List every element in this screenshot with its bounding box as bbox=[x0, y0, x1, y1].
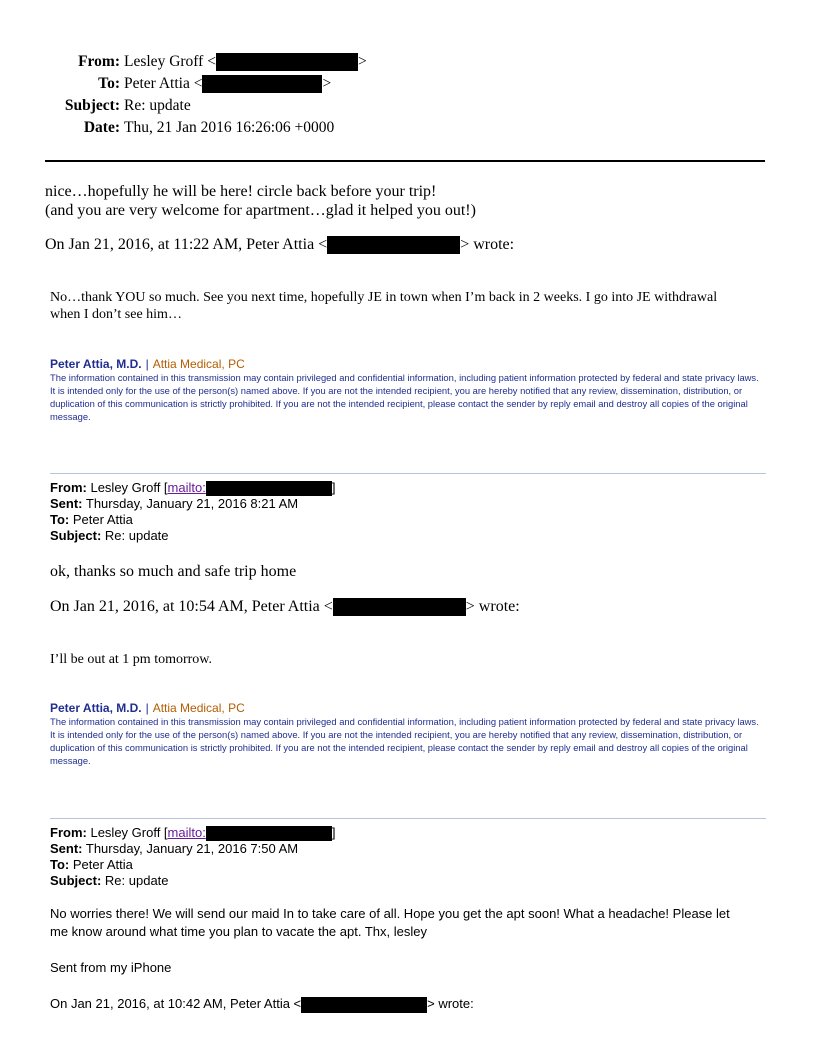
signature-name: Peter Attia, M.D. bbox=[50, 701, 142, 715]
quote-intro-pre: On Jan 21, 2016, at 10:54 AM, Peter Attia < bbox=[50, 598, 333, 615]
fwd-sent-value: Thursday, January 21, 2016 8:21 AM bbox=[85, 496, 299, 511]
confidentiality-disclaimer: The information contained in this transmission may contain privileged and confidential information, including patient information protected by federal and state privacy laws. It is intended only for the use of the person(s) named above. If you are not the intended recipient, you are hereby notified that any review, dissemination, distribution, or duplication of this communication is strictly prohibited. If you are not the intended recipient, please contact the sender by reply email and destroy all copies of the original message. bbox=[50, 716, 759, 766]
date-label: Date: bbox=[83, 119, 120, 136]
fwd-from-close: ] bbox=[331, 480, 336, 495]
message-line: (and you are very welcome for apartment…glad it helped you out!) bbox=[45, 202, 476, 219]
fwd-from-close: ] bbox=[331, 825, 336, 840]
redacted-email bbox=[206, 826, 332, 841]
from-value: Lesley Groff < bbox=[124, 53, 216, 70]
signature-separator: | bbox=[145, 357, 149, 371]
fwd-to bbox=[50, 857, 133, 873]
sent-from-signature: Sent from my iPhone bbox=[50, 960, 172, 975]
quote-intro-post: > wrote: bbox=[460, 236, 515, 253]
quote-intro-post: > wrote: bbox=[427, 996, 474, 1011]
header-subject bbox=[40, 97, 191, 115]
fwd-sent-label: Sent: bbox=[50, 496, 83, 511]
to-close: > bbox=[322, 75, 332, 92]
fwd-subject-label: Subject: bbox=[50, 528, 102, 543]
fwd-from-label: From: bbox=[50, 825, 87, 840]
redacted-email bbox=[216, 53, 358, 71]
quoted-line: No…thank YOU so much. See you next time, hopefully JE in town when I’m back in 2 weeks. I go into JE withdrawal bbox=[50, 290, 718, 305]
fwd-subject-value: Re: update bbox=[104, 873, 169, 888]
mailto-link[interactable]: mailto: bbox=[167, 480, 206, 495]
fwd-subject-label: Subject: bbox=[50, 873, 102, 888]
quoted-line: when I don’t see him… bbox=[50, 307, 182, 322]
to-label: To: bbox=[98, 75, 120, 92]
signature-separator: | bbox=[145, 701, 149, 715]
fwd-subject bbox=[50, 873, 169, 889]
fwd-from-value: Lesley Groff [ bbox=[90, 825, 168, 840]
fwd-subject bbox=[50, 528, 169, 544]
header-from bbox=[40, 53, 367, 71]
fwd-from bbox=[50, 480, 335, 496]
fwd-from bbox=[50, 825, 335, 841]
to-value: Peter Attia < bbox=[124, 75, 203, 92]
fwd-sent-value: Thursday, January 21, 2016 7:50 AM bbox=[85, 841, 299, 856]
message-line: nice…hopefully he will be here! circle back before your trip! bbox=[45, 183, 437, 200]
redacted-email bbox=[206, 481, 332, 496]
from-label: From: bbox=[78, 53, 120, 70]
fwd-to-value: Peter Attia bbox=[72, 857, 133, 872]
message-line: No worries there! We will send our maid In to take care of all. Hope you get the apt soon! What a headache! Please let bbox=[50, 906, 730, 921]
header-to bbox=[40, 75, 331, 93]
date-value: Thu, 21 Jan 2016 16:26:06 +0000 bbox=[124, 119, 335, 136]
fwd-sent bbox=[50, 841, 298, 857]
quote-intro-pre: On Jan 21, 2016, at 11:22 AM, Peter Attia < bbox=[45, 236, 328, 253]
redacted-email bbox=[301, 997, 427, 1013]
redacted-email bbox=[333, 598, 466, 616]
quote-intro bbox=[50, 994, 474, 1014]
redacted-email bbox=[327, 236, 460, 254]
redacted-email bbox=[202, 75, 322, 93]
fwd-to-label: To: bbox=[50, 512, 70, 527]
fwd-from-value: Lesley Groff [ bbox=[90, 480, 168, 495]
quoted-line: I’ll be out at 1 pm tomorrow. bbox=[50, 652, 213, 667]
confidentiality-disclaimer: The information contained in this transmission may contain privileged and confidential information, including patient information protected by federal and state privacy laws. It is intended only for the use of the person(s) named above. If you are not the intended recipient, you are hereby notified that any review, dissemination, distribution, or duplication of this communication is strictly prohibited. If you are not the intended recipient, please contact the sender by reply email and destroy all copies of the original message. bbox=[50, 372, 759, 422]
message-line: ok, thanks so much and safe trip home bbox=[50, 563, 297, 580]
fwd-to-label: To: bbox=[50, 857, 70, 872]
fwd-subject-value: Re: update bbox=[104, 528, 169, 543]
fwd-sent bbox=[50, 496, 298, 512]
fwd-to bbox=[50, 512, 133, 528]
from-close: > bbox=[357, 53, 367, 70]
signature-org: Attia Medical, PC bbox=[152, 357, 245, 371]
quote-intro bbox=[45, 235, 514, 254]
subject-value: Re: update bbox=[124, 97, 191, 114]
forward-divider bbox=[50, 473, 766, 474]
quote-intro-post: > wrote: bbox=[465, 598, 520, 615]
signature-org: Attia Medical, PC bbox=[152, 701, 245, 715]
mailto-link[interactable]: mailto: bbox=[167, 825, 206, 840]
signature-name: Peter Attia, M.D. bbox=[50, 357, 142, 371]
fwd-sent-label: Sent: bbox=[50, 841, 83, 856]
header-divider bbox=[45, 160, 765, 162]
header-date bbox=[40, 119, 334, 137]
message-line: me know around what time you plan to vacate the apt. Thx, lesley bbox=[50, 924, 427, 939]
quote-intro bbox=[50, 597, 520, 616]
forward-divider bbox=[50, 818, 766, 819]
subject-label: Subject: bbox=[64, 97, 120, 114]
fwd-to-value: Peter Attia bbox=[72, 512, 133, 527]
quote-intro-pre: On Jan 21, 2016, at 10:42 AM, Peter Attia < bbox=[50, 996, 302, 1011]
fwd-from-label: From: bbox=[50, 480, 87, 495]
